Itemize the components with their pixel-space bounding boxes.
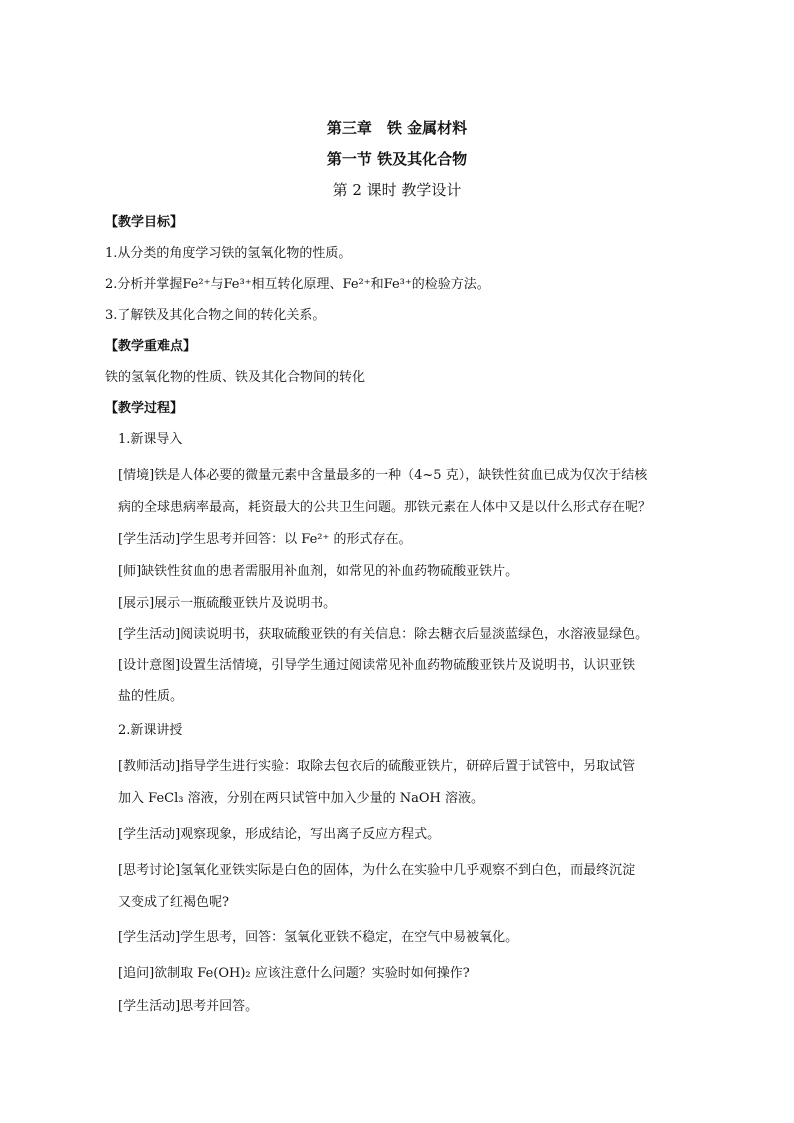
objective-2: 2.分析并掌握Fe²⁺与Fe³⁺相互转化原理、Fe²⁺和Fe³⁺的检验方法。 bbox=[105, 277, 490, 292]
lesson-subtitle: 第 2 课时 教学设计 bbox=[332, 181, 462, 199]
paragraph-5: [学生活动]阅读说明书，获取硫酸亚铁的有关信息：除去糖衣后显淡蓝绿色，水溶液显绿色。 bbox=[118, 627, 649, 642]
chapter-title: 第三章 铁 金属材料 bbox=[326, 119, 468, 137]
paragraph-2: [学生活动]学生思考并回答：以 Fe²⁺ 的形式存在。 bbox=[118, 532, 412, 547]
paragraph-9-line-2: 又变成了红褐色呢? bbox=[118, 895, 229, 910]
paragraph-11: [追问]欲制取 Fe(OH)₂ 应该注意什么问题？实验时如何操作? bbox=[118, 966, 470, 981]
paragraph-6-line-2: 盐的性质。 bbox=[118, 689, 184, 704]
key-points-heading: 【教学重难点】 bbox=[105, 339, 197, 354]
part1-title: 1.新课导入 bbox=[118, 432, 183, 447]
paragraph-8: [学生活动]观察现象，形成结论，写出离子反应方程式。 bbox=[118, 827, 441, 842]
objectives-heading: 【教学目标】 bbox=[105, 215, 184, 230]
paragraph-10: [学生活动]学生思考，回答：氢氧化亚铁不稳定，在空气中易被氧化。 bbox=[118, 930, 519, 945]
objective-3: 3.了解铁及其化合物之间的转化关系。 bbox=[105, 308, 326, 323]
objective-1: 1.从分类的角度学习铁的氢氧化物的性质。 bbox=[105, 246, 352, 261]
paragraph-9-line-1: [思考讨论]氢氧化亚铁实际是白色的固体，为什么在实验中几乎观察不到白色，而最终沉淀 bbox=[118, 863, 636, 878]
paragraph-12: [学生活动]思考并回答。 bbox=[118, 999, 259, 1014]
process-heading: 【教学过程】 bbox=[105, 401, 184, 416]
paragraph-1-line-2: 病的全球患病率最高，耗资最大的公共卫生问题。那铁元素在人体中又是以什么形式存在呢？ bbox=[118, 500, 652, 515]
paragraph-7-line-2: 加入 FeCl₃ 溶液，分别在两只试管中加入少量的 NaOH 溶液。 bbox=[118, 791, 484, 806]
part2-title: 2.新课讲授 bbox=[118, 723, 183, 738]
paragraph-4: [展示]展示一瓶硫酸亚铁片及说明书。 bbox=[118, 596, 337, 611]
paragraph-7-line-1: [教师活动]指导学生进行实验：取除去包衣后的硫酸亚铁片，研碎后置于试管中，另取试管 bbox=[118, 759, 636, 774]
key-points-text: 铁的氢氧化物的性质、铁及其化合物间的转化 bbox=[105, 370, 366, 385]
paragraph-3: [师]缺铁性贫血的患者需服用补血剂，如常见的补血药物硫酸亚铁片。 bbox=[118, 564, 519, 579]
section-title: 第一节 铁及其化合物 bbox=[326, 150, 468, 168]
paragraph-1-line-1: [情境]铁是人体必要的微量元素中含量最多的一种（4~5 克），缺铁性贫血已成为仅次于结核 bbox=[118, 468, 648, 483]
paragraph-6-line-1: [设计意图]设置生活情境，引导学生通过阅读常见补血药物硫酸亚铁片及说明书，认识亚铁 bbox=[118, 658, 636, 673]
